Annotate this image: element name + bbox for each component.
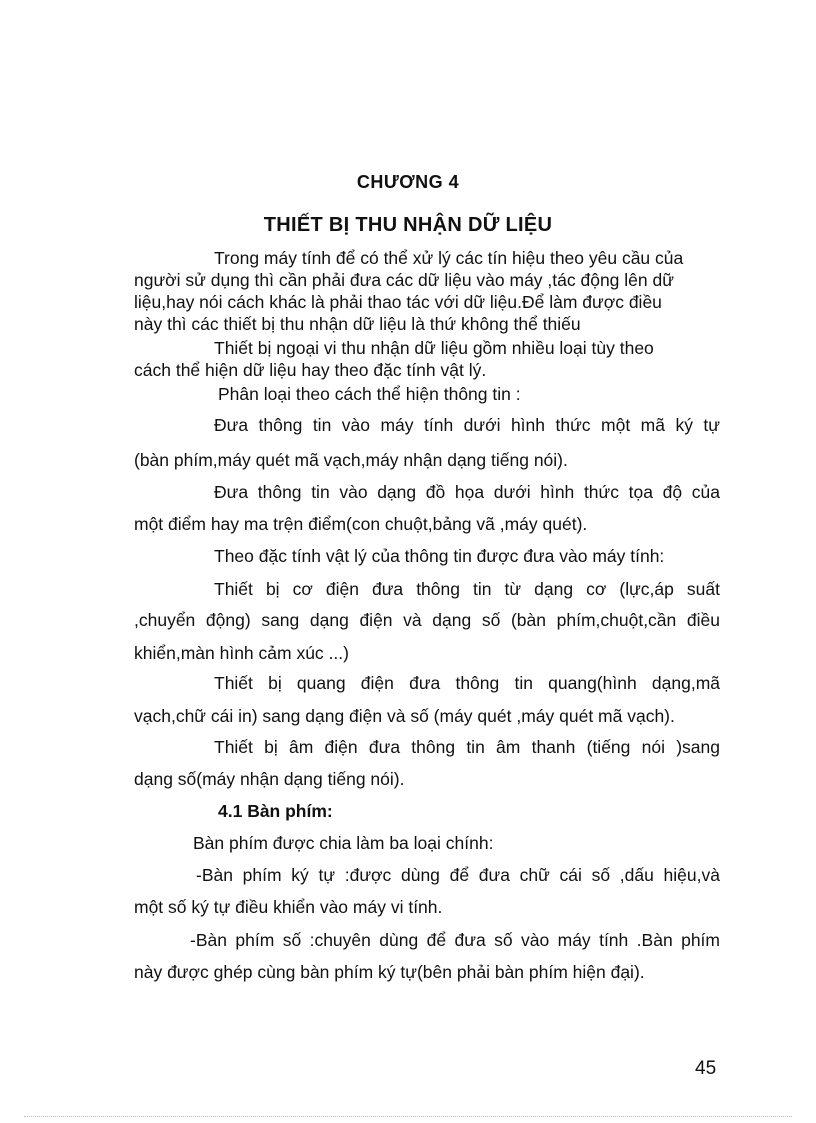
text-line: Thiết bị cơ điện đưa thông tin từ dạng cơ (lực,áp suất: [214, 579, 720, 599]
text-line: dạng số(máy nhận dạng tiếng nói).: [134, 769, 405, 789]
page-number: 45: [695, 1058, 717, 1079]
footer-divider: [24, 1116, 792, 1117]
text-line: Bàn phím được chia làm ba loại chính:: [193, 833, 494, 853]
text-line: (bàn phím,máy quét mã vạch,máy nhận dạng tiếng nói).: [134, 450, 568, 470]
chapter-title: THIẾT BỊ THU NHẬN DỮ LIỆU: [263, 214, 553, 236]
text-line: Thiết bị âm điện đưa thông tin âm thanh (tiếng nói )sang: [214, 737, 720, 757]
text-line: -Bàn phím số :chuyên dùng để đưa số vào máy tính .Bàn phím: [190, 930, 720, 950]
text-line: Trong máy tính để có thể xử lý các tín hiệu theo yêu cầu của: [214, 248, 684, 268]
text-line: người sử dụng thì cần phải đưa các dữ liệu vào máy ,tác động lên dữ: [134, 270, 674, 290]
text-line: Thiết bị ngoại vi thu nhận dữ liệu gồm nhiều loại tùy theo: [214, 338, 654, 358]
text-line: -Bàn phím ký tự :được dùng để đưa chữ cái số ,dấu hiệu,và: [196, 865, 720, 885]
text-line: ,chuyển động) sang dạng điện và dạng số (bàn phím,chuột,cần điều: [134, 610, 720, 630]
text-line: này được ghép cùng bàn phím ký tự(bên phải bàn phím hiện đại).: [134, 962, 645, 982]
text-line: cách thể hiện dữ liệu hay theo đặc tính vật lý.: [134, 360, 487, 380]
text-line: một số ký tự điều khiển vào máy vi tính.: [134, 897, 443, 917]
text-line: này thì các thiết bị thu nhận dữ liệu là thứ không thể thiếu: [134, 314, 581, 334]
section-heading: 4.1 Bàn phím:: [218, 801, 333, 821]
text-line: vạch,chữ cái in) sang dạng điện và số (máy quét ,máy quét mã vạch).: [134, 706, 675, 726]
text-line: Đưa thông tin vào dạng đồ họa dưới hình thức tọa độ của: [214, 482, 720, 502]
text-line: một điểm hay ma trện điểm(con chuột,bảng vã ,máy quét).: [134, 514, 588, 534]
text-line: khiển,màn hình cảm xúc ...): [134, 643, 349, 663]
text-line: liệu,hay nói cách khác là phải thao tác với dữ liệu.Để làm được điều: [134, 292, 662, 312]
chapter-heading: CHƯƠNG 4: [356, 172, 460, 192]
text-line: Đưa thông tin vào máy tính dưới hình thức một mã ký tự: [214, 415, 720, 435]
text-line: Thiết bị quang điện đưa thông tin quang(hình dạng,mã: [214, 673, 720, 693]
text-line: Theo đặc tính vật lý của thông tin được đưa vào máy tính:: [214, 546, 665, 566]
text-line: Phân loại theo cách thể hiện thông tin :: [218, 384, 521, 404]
